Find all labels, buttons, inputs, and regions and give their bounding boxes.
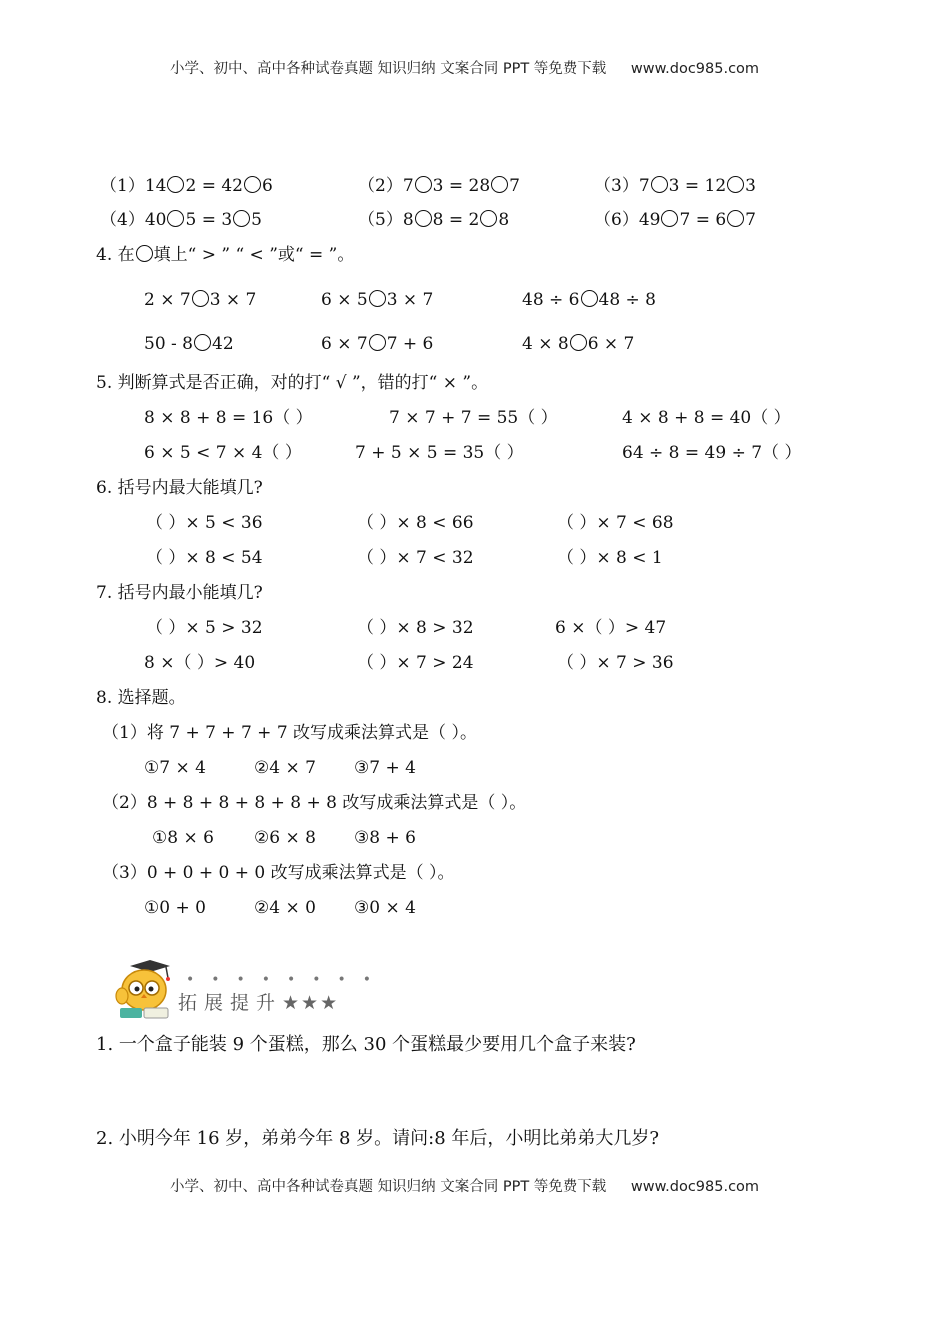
blank-circle-icon[interactable] [194,334,211,351]
q7-item-5[interactable]: （ ）× 7 > 24 [357,653,474,673]
q7-item-2[interactable]: （ ）× 8 > 32 [357,618,474,638]
q7-item-6[interactable]: （ ）× 7 > 36 [557,653,674,673]
q6-item-5[interactable]: （ ）× 7 < 32 [357,548,474,568]
header-text: 小学、初中、高中各种试卷真题 知识归纳 文案合同 PPT 等免费下载 [170,61,607,77]
q6-item-6[interactable]: （ ）× 8 < 1 [557,548,663,568]
q3-item-6: （6）49 7 = 6 7 [594,210,756,230]
owl-mascot-icon [110,956,174,1026]
q7-title: 7. 括号内最小能填几? [96,583,263,603]
blank-circle-icon[interactable] [415,210,432,227]
q8-sub3[interactable]: （3）0 + 0 + 0 + 0 改写成乘法算式是（ ）。 [102,863,455,883]
q8-sub1-opt-1[interactable]: ①7 × 4 [144,758,206,778]
q5-item-3[interactable]: 4 × 8 + 8 = 40（ ） [622,408,791,428]
blank-circle-icon[interactable] [727,210,744,227]
blank-circle-icon[interactable] [661,210,678,227]
q8-sub2-opt-3[interactable]: ③8 + 6 [354,828,416,848]
q3-item-4: （4）40 5 = 3 5 [100,210,262,230]
q3-item-1: （1）14 2 = 42 6 [100,176,273,196]
q3-item-3: （3）7 3 = 12 3 [594,176,756,196]
q8-sub2-opt-2[interactable]: ②6 × 8 [254,828,316,848]
q6-item-2[interactable]: （ ）× 8 < 66 [357,513,474,533]
q8-sub3-opt-2[interactable]: ②4 × 0 [254,898,316,918]
q4-title: 4. 在 填上“ > ” “ < ”或“ = ”。 [96,245,355,265]
q4-item-6: 4 × 8 6 × 7 [522,334,635,354]
q3-item-2: （2）7 3 = 28 7 [358,176,520,196]
header-url[interactable]: www.doc985.com [630,61,760,77]
blank-circle-icon[interactable] [415,176,432,193]
q7-item-1[interactable]: （ ）× 5 > 32 [146,618,263,638]
page-header [170,58,759,80]
q5-item-4[interactable]: 6 × 5 < 7 × 4（ ） [144,443,302,463]
q6-title: 6. 括号内最大能填几? [96,478,263,498]
blank-circle-icon[interactable] [480,210,497,227]
circle-icon [136,245,153,262]
extension-title: 拓展提升★★★ [178,992,340,1014]
q5-item-5[interactable]: 7 + 5 × 5 = 35（ ） [355,443,524,463]
q5-item-6[interactable]: 64 ÷ 8 = 49 ÷ 7（ ） [622,443,802,463]
q4-item-3: 48 ÷ 6 48 ÷ 8 [522,290,656,310]
q6-item-1[interactable]: （ ）× 5 < 36 [146,513,263,533]
q8-sub1-opt-2[interactable]: ②4 × 7 [254,758,316,778]
extension-problem-1: 1. 一个盒子能装 9 个蛋糕，那么 30 个蛋糕最少要用几个盒子来装? [96,1034,636,1055]
blank-circle-icon[interactable] [727,176,744,193]
q8-sub1[interactable]: （1）将 7 + 7 + 7 + 7 改写成乘法算式是（ ）。 [102,723,477,743]
q5-title: 5. 判断算式是否正确，对的打“ √ ”，错的打“ × ”。 [96,373,489,393]
blank-circle-icon[interactable] [244,176,261,193]
blank-circle-icon[interactable] [369,334,386,351]
blank-circle-icon[interactable] [570,334,587,351]
q6-item-3[interactable]: （ ）× 7 < 68 [557,513,674,533]
footer-text: 小学、初中、高中各种试卷真题 知识归纳 文案合同 PPT 等免费下载 [170,1179,607,1195]
q8-sub2[interactable]: （2）8 + 8 + 8 + 8 + 8 + 8 改写成乘法算式是（ ）。 [102,793,527,813]
decorative-dots: •••••••• [186,972,389,988]
star-rating: ★★★ [282,992,340,1014]
q3-item-5: （5）8 8 = 2 8 [358,210,510,230]
q4-item-2: 6 × 5 3 × 7 [321,290,434,310]
q4-item-1: 2 × 7 3 × 7 [144,290,257,310]
q5-item-1[interactable]: 8 × 8 + 8 = 16（ ） [144,408,313,428]
q4-item-5: 6 × 7 7 + 6 [321,334,434,354]
q7-item-3[interactable]: 6 ×（ ）> 47 [555,618,667,638]
blank-circle-icon[interactable] [192,290,209,307]
q8-sub1-opt-3[interactable]: ③7 + 4 [354,758,416,778]
blank-circle-icon[interactable] [369,290,386,307]
q8-title: 8. 选择题。 [96,688,186,708]
q8-sub2-opt-1[interactable]: ①8 × 6 [152,828,214,848]
q5-item-2[interactable]: 7 × 7 + 7 = 55（ ） [389,408,558,428]
q6-item-4[interactable]: （ ）× 8 < 54 [146,548,263,568]
blank-circle-icon[interactable] [651,176,668,193]
q4-item-4: 50 - 8 42 [144,334,234,354]
blank-circle-icon[interactable] [233,210,250,227]
extension-problem-2: 2. 小明今年 16 岁，弟弟今年 8 岁。请问:8 年后，小明比弟弟大几岁? [96,1128,660,1149]
blank-circle-icon[interactable] [491,176,508,193]
page-footer [170,1176,759,1198]
q8-sub3-opt-3[interactable]: ③0 × 4 [354,898,416,918]
footer-url[interactable]: www.doc985.com [630,1179,760,1195]
q8-sub3-opt-1[interactable]: ①0 + 0 [144,898,206,918]
blank-circle-icon[interactable] [581,290,598,307]
blank-circle-icon[interactable] [167,176,184,193]
q7-item-4[interactable]: 8 ×（ ）> 40 [144,653,256,673]
blank-circle-icon[interactable] [167,210,184,227]
